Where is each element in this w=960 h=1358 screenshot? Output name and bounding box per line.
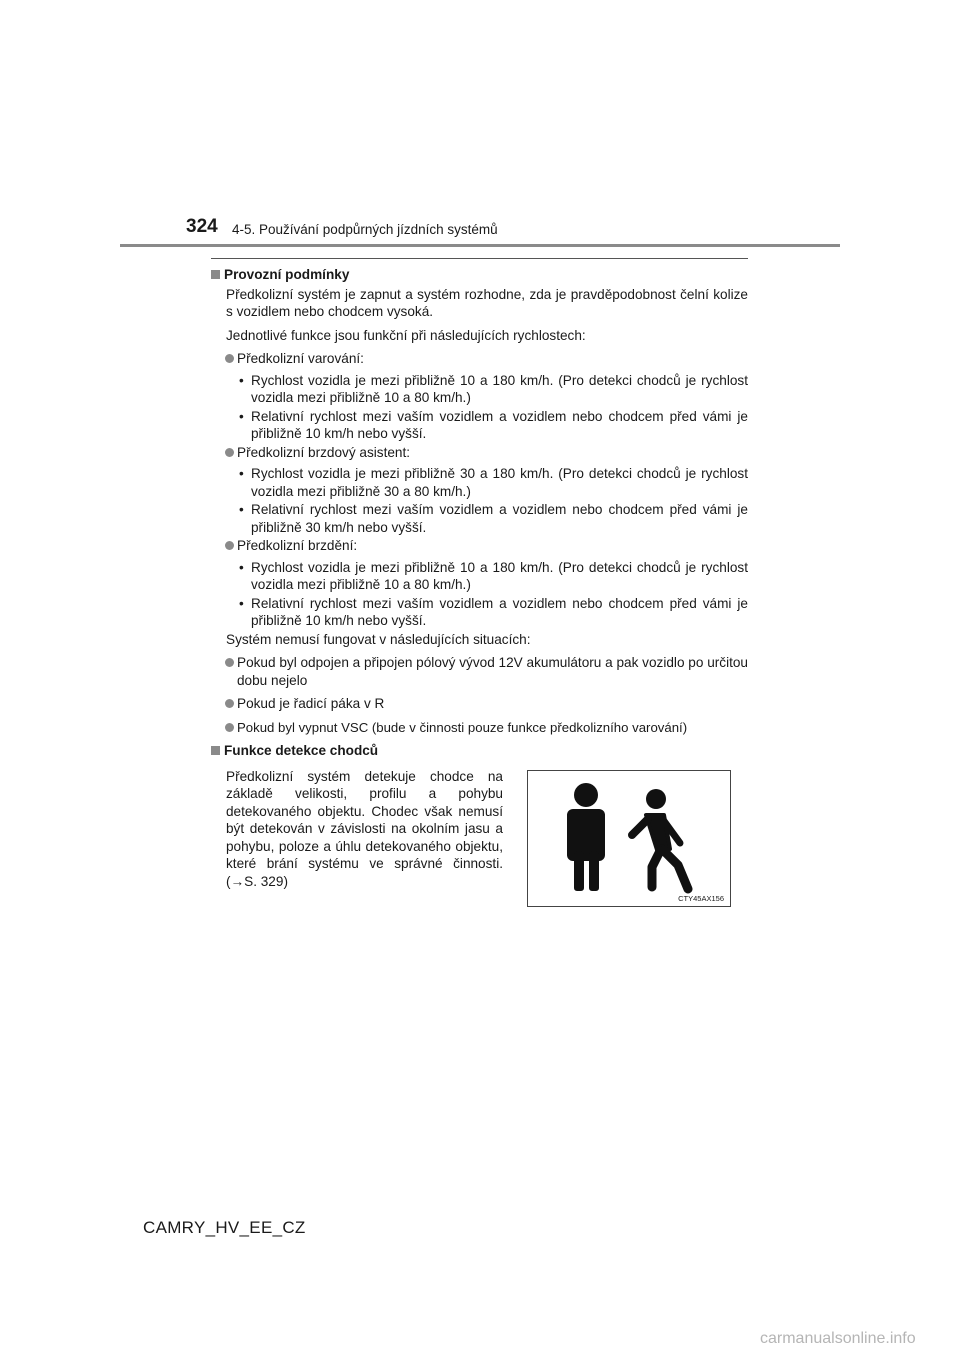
pedestrian-figure	[527, 770, 731, 907]
footer-code: CAMRY_HV_EE_CZ	[143, 1218, 306, 1237]
function-title: Předkolizní brzdový asistent:	[211, 444, 748, 462]
section-heading-pedestrian: Funkce detekce chodců	[211, 742, 748, 760]
circle-bullet-icon	[225, 541, 234, 550]
pedestrian-text: Předkolizní systém detekuje chodce na základě velikosti, profilu a pohybu detekovaného objektu. Chodec však nemusí být detekován v závislosti na okolním jasu a pohybu, poloze a úhlu detekovaného objektu, které brání systému ve správné činnosti. (→S. 329)	[226, 768, 503, 889]
speeds-intro: Jednotlivé funkce jsou funkční při následujících rychlostech:	[226, 327, 586, 343]
function-condition: • Rychlost vozidla je mezi přibližně 30 a 180 km/h. (Pro detekci chodců je rychlost vozidla mezi přibližně 30 a 80 km/h.)	[239, 466, 748, 499]
function-block	[211, 444, 748, 537]
walking-pedestrian-icon	[632, 789, 688, 889]
standing-pedestrian-icon	[567, 783, 605, 891]
bullet-icon: •	[239, 559, 244, 575]
circle-bullet-icon	[225, 723, 234, 732]
bullet-icon: •	[239, 408, 244, 424]
function-title: Předkolizní varování:	[211, 350, 748, 368]
function-condition: • Relativní rychlost mezi vaším vozidlem a vozidlem nebo chodcem před vámi je přibližně 10 km/h nebo vyšší.	[239, 408, 748, 441]
circle-bullet-icon	[225, 658, 234, 667]
function-title: Předkolizní brzdění:	[211, 537, 748, 555]
bullet-icon: •	[239, 466, 244, 481]
circle-bullet-icon	[225, 448, 234, 457]
situation-item: Pokud je řadicí páka v R	[211, 695, 748, 713]
arrow-right-icon: →	[230, 873, 245, 889]
bullet-icon: •	[239, 372, 244, 388]
function-condition: • Relativní rychlost mezi vaším vozidlem a vozidlem nebo chodcem před vámi je přibližně 10 km/h nebo vyšší.	[239, 595, 748, 628]
page-reference[interactable]: (→S. 329)	[226, 873, 288, 889]
function-condition: • Rychlost vozidla je mezi přibližně 10 a 180 km/h. (Pro detekci chodců je rychlost vozidla mezi přibližně 10 a 80 km/h.)	[239, 372, 748, 405]
header-rule	[120, 244, 840, 247]
function-block	[211, 537, 748, 630]
not-working-intro: Systém nemusí fungovat v následujících situacích:	[226, 631, 531, 647]
function-condition: • Rychlost vozidla je mezi přibližně 10 a 180 km/h. (Pro detekci chodců je rychlost vozidla mezi přibližně 10 a 80 km/h.)	[239, 559, 748, 592]
pedestrian-illustration	[528, 771, 730, 906]
section-heading-operating-conditions: Provozní podmínky	[211, 266, 748, 284]
square-bullet-icon	[211, 746, 220, 755]
intro-paragraph: Předkolizní systém je zapnut a systém rozhodne, zda je pravděpodobnost čelní kolize s vozidlem nebo chodcem vysoká.	[226, 286, 748, 319]
content-rule	[211, 258, 748, 259]
situation-item: Pokud byl vypnut VSC (bude v činnosti pouze funkce předkolizního varování)	[211, 719, 748, 737]
situation-item: Pokud byl odpojen a připojen pólový vývod 12V akumulátoru a pak vozidlo po určitou dobu nejelo	[211, 654, 748, 689]
chapter-title: 4-5. Používání podpůrných jízdních systémů	[232, 222, 498, 237]
function-condition: • Relativní rychlost mezi vaším vozidlem a vozidlem nebo chodcem před vámi je přibližně 30 km/h nebo vyšší.	[239, 502, 748, 535]
bullet-icon: •	[239, 595, 244, 611]
circle-bullet-icon	[225, 354, 234, 363]
function-block	[211, 350, 748, 443]
figure-code: CTY45AX156	[678, 894, 724, 903]
square-bullet-icon	[211, 270, 220, 279]
circle-bullet-icon	[225, 699, 234, 708]
bullet-icon: •	[239, 502, 244, 517]
page-number: 324	[186, 216, 218, 237]
watermark: carmanualsonline.info	[760, 1330, 916, 1347]
